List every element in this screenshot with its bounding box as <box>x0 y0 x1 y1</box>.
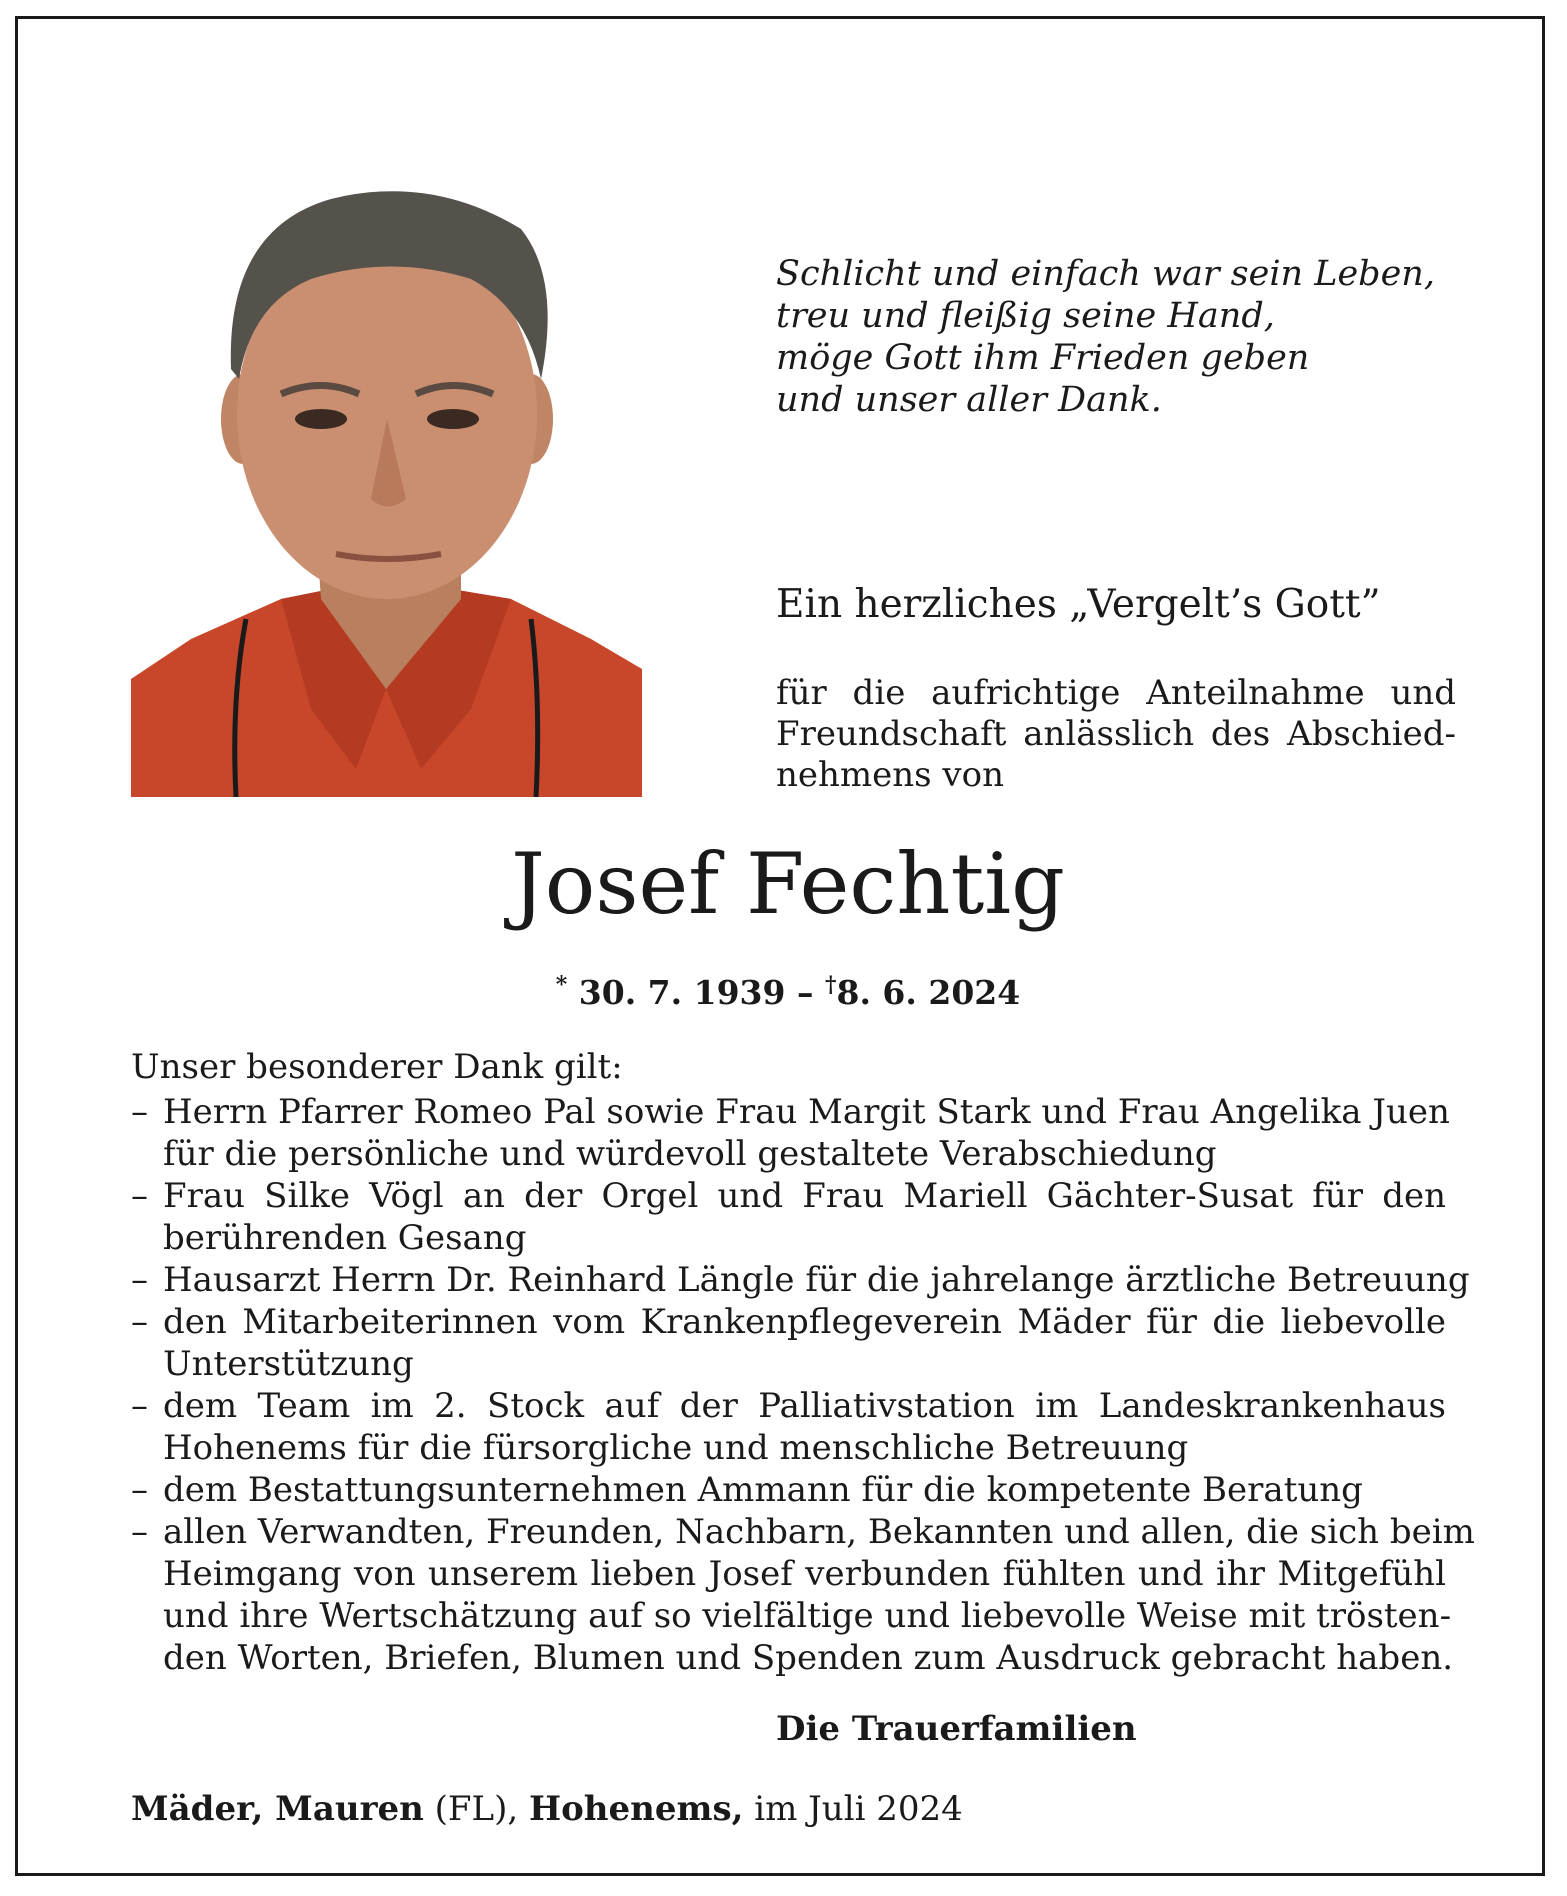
place-date: im Juli 2024 <box>743 1789 963 1829</box>
poem-line: möge Gott ihm Frieden geben <box>776 338 1310 378</box>
acknowledgement-item <box>131 1385 1446 1469</box>
place-and-date <box>131 1789 963 1829</box>
acknowledgement-line: Herrn Pfarrer Romeo Pal sowie Frau Margit Stark und Frau Angelika Juen <box>163 1092 1450 1132</box>
acknowledgement-item <box>131 1469 1446 1511</box>
acknowledgement-line: dem Team im 2. Stock auf der Palliativstation im Landeskrankenhaus <box>163 1386 1446 1426</box>
acknowledgement-line: und ihre Wertschätzung auf so vielfältige und liebevolle Weise mit trösten- <box>163 1596 1452 1636</box>
acknowledgement-line: dem Bestattungsunternehmen Ammann für die kompetente Beratung <box>163 1470 1363 1510</box>
acknowledgement-line: Frau Silke Vögl an der Orgel und Frau Mariell Gächter-Susat für den <box>163 1176 1446 1216</box>
acknowledgement-line: Heimgang von unserem lieben Josef verbunden fühlten und ihr Mitgefühl <box>163 1554 1446 1594</box>
poem-line: treu und fleißig seine Hand, <box>776 296 1275 336</box>
place-part: (FL), <box>423 1789 529 1829</box>
place-part: Mäder, Mauren <box>131 1789 424 1829</box>
birth-date: 30. 7. 1939 <box>578 973 786 1012</box>
acknowledgement-heading: Unser besonderer Dank gilt: <box>131 1047 623 1087</box>
obituary-card <box>15 16 1545 1876</box>
acknowledgement-list <box>131 1091 1475 1679</box>
acknowledgement-item <box>131 1091 1450 1175</box>
place-part: Hohenems, <box>528 1789 744 1829</box>
list-dash: – <box>131 1176 148 1216</box>
life-dates <box>18 963 1542 1015</box>
acknowledgement-item <box>131 1175 1446 1259</box>
portrait-illustration <box>131 169 642 797</box>
acknowledgement-line: Hausarzt Herrn Dr. Reinhard Längle für die jahrelange ärztliche Betreuung <box>163 1260 1470 1300</box>
list-dash: – <box>131 1470 148 1510</box>
signature: Die Trauerfamilien <box>776 1709 1137 1749</box>
intro-line: nehmens von <box>776 755 1005 795</box>
portrait-photo <box>131 169 642 797</box>
poem-line: und unser aller Dank. <box>776 380 1162 420</box>
deceased-name: Josef Fechtig <box>511 835 1065 933</box>
acknowledgement-line: Unterstützung <box>163 1344 414 1384</box>
death-date: 8. 6. 2024 <box>836 973 1021 1012</box>
list-dash: – <box>131 1092 148 1132</box>
death-symbol: † <box>824 972 837 998</box>
date-separator: – <box>796 973 814 1012</box>
acknowledgement-line: für die persönliche und würdevoll gestaltete Verabschiedung <box>163 1134 1217 1174</box>
list-dash: – <box>131 1302 148 1342</box>
acknowledgement-item <box>131 1511 1475 1679</box>
poem-line: Schlicht und einfach war sein Leben, <box>776 254 1435 294</box>
acknowledgement-item <box>131 1259 1470 1301</box>
list-dash: – <box>131 1512 148 1552</box>
birth-symbol: * <box>555 972 568 998</box>
acknowledgement-line: berührenden Gesang <box>163 1218 527 1258</box>
thanks-heading: Ein herzliches „Vergelt’s Gott” <box>776 582 1381 627</box>
acknowledgement-line: den Mitarbeiterinnen vom Krankenpflegeverein Mäder für die liebevolle <box>163 1302 1446 1342</box>
intro-line: für die aufrichtige Anteilnahme und <box>776 673 1456 713</box>
acknowledgement-line: Hohenems für die fürsorgliche und menschliche Betreuung <box>163 1428 1189 1468</box>
intro-text <box>776 673 1456 796</box>
acknowledgement-line: allen Verwandten, Freunden, Nachbarn, Bekannten und allen, die sich beim <box>163 1512 1475 1552</box>
acknowledgement-line: den Worten, Briefen, Blumen und Spenden zum Ausdruck gebracht haben. <box>163 1638 1454 1678</box>
acknowledgement-item <box>131 1301 1446 1385</box>
list-dash: – <box>131 1386 148 1426</box>
intro-line: Freundschaft anlässlich des Abschied- <box>776 714 1456 754</box>
memorial-poem <box>776 253 1496 421</box>
list-dash: – <box>131 1260 148 1300</box>
